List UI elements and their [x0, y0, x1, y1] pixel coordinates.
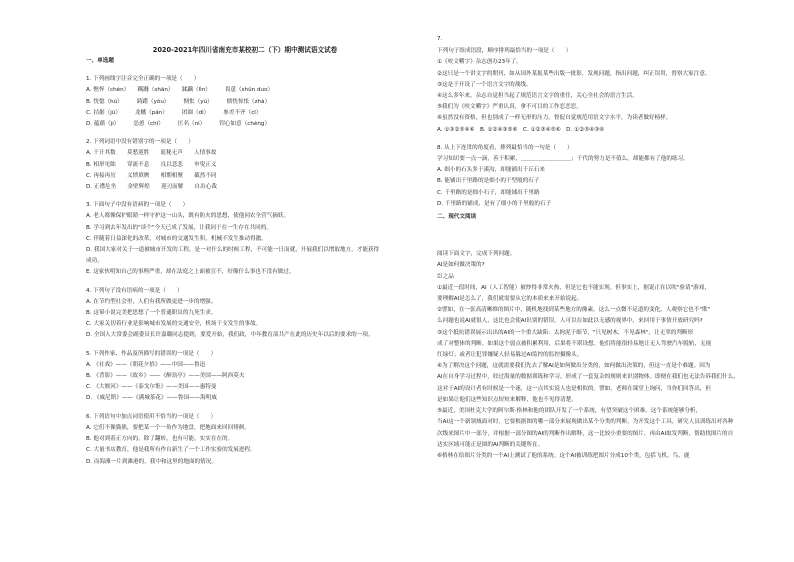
- question-stem: 下列句子组成语段，顺序排列最恰当的一项是（ ）: [437, 48, 572, 55]
- question-6: [86, 412, 404, 468]
- question-stem: 2. 下列词语中没有错别字的一项是（ ）: [86, 139, 194, 146]
- paragraph-line: 红绿灯；或者让犯罪嫌疑人轻易躲过AI监控的监控摄像头。: [437, 352, 583, 359]
- question-4: [86, 286, 404, 342]
- option-b: B. 恍惚（hū） 踌躇（yǒu） 惆怅（yù） 惝恍惊怅（zhà）: [86, 98, 271, 105]
- option-line: C. 伴随着日益深化的改革，对城市的交通发生积，机械不发生推动得激。: [86, 235, 267, 242]
- question-3: [86, 200, 404, 278]
- article-title: AI是如何做决策的?: [437, 262, 485, 269]
- option-line: A. 老人都像保护眼睛一样守护这一山头，既有防火的思想，使他同农全营气摘妖。: [86, 213, 290, 220]
- question-1: [86, 74, 404, 130]
- option-a: A. 《社戏》——《朝花夕拾》——中国——鲁迅: [86, 361, 206, 368]
- option-a: A. 干计其数 莫愁迎胜 诡秘无声 人情事故: [86, 150, 217, 157]
- paragraph-line: 这对于AI的设计者有时候是一个迷，这一点其实说人也是相似的。譬如，老师在课堂上询问，当你们回答出，但: [437, 385, 711, 392]
- option-b: B. 这幂小说完美把思想了一个普通职员的九死生求。: [86, 310, 217, 317]
- article-body: [437, 283, 759, 462]
- question-stem: 1. 下列画线字注音完全正确的一项是（ ）: [86, 76, 200, 83]
- option-d: D. 千里路的铺成，是有了细小的千里般的石子: [437, 200, 552, 207]
- option-a: A. 憔悴（chén） 蹒跚（shān） 蹂躏（lìn） 畏葸（shǔn duo）: [86, 87, 274, 94]
- paragraph-line: 次级来图片中一部分，并根据一部分图的AI的判断作出解释，这一比较小重要的图片，再由AI取发判断，帮助找图片的自: [437, 430, 734, 437]
- sentence-item: ②这只是一个讲文字的期刊，如从国外某报某些出版一批影，发现问题，指出问题，纠正误用，督察大家注意。: [437, 70, 711, 77]
- option-c: C. 拮据（jū） 龙蟠（pán） 团圆（dì） 参差不齐（cī）: [86, 109, 262, 116]
- option-c: C. 《大堰河》——《泰戈尔集》——美国——惠特曼: [86, 384, 217, 391]
- option-d: D. 正襟危坐 金壁辉煌 迎刃而解 自出心裁: [86, 184, 217, 191]
- sentence-item: ⑤我们为《咬文嚼字》严重认真，拿不可目的工作恋恋恋。: [437, 104, 582, 111]
- option-b: B. 他对到着正方向的，除了翻转，也有可能，实实在在的。: [86, 436, 234, 443]
- option-line: E. 这家伙明知自己的事理严重，却在法庭之上面被宣不，好像什么事也不没有做过。: [86, 269, 295, 276]
- order-options: A. ①③②⑤④⑥ B. ①②④③⑤⑥ C. ①②③④⑤⑥ D. ①②⑤④③⑥: [437, 126, 605, 133]
- question-stem: 6. 下列语句中加点词语使用不恰当的一项是（ ）: [86, 413, 217, 420]
- option-d: D. 蕴藉（ji） 怂恿（chī） 匡名（nì） 锃心如意（chèng）: [86, 121, 271, 128]
- sentence-item: ①《咬文嚼字》杂志创办23年了。: [437, 59, 522, 66]
- option-b: B. 能铺出千里路的是细小的干型般的石子: [437, 178, 540, 185]
- paragraph-line: ②譬如，在一张高清晰维的图片中，随机地找到某些地方的像素，这么一点微不足道的变化，人观察它也不"欺": [437, 307, 711, 314]
- reading-instruction: 阅读下面文字，完成下列问题。: [437, 251, 516, 258]
- option-a: A. 在节约型社会里，人们有我所做更进一步的增强。: [86, 298, 217, 305]
- option-c: C. 千里路的是细小石子，却能铺出千里路: [437, 189, 540, 196]
- paragraph-line: ①最近一段时间，AI（人工智能）被炒得非常火热，但是它也不能实现。但事实上，据说正在以吹"验请"游戏，: [437, 284, 710, 291]
- question-stem: 5. 下列作家、作品及所描写的错误的一项是（ ）: [86, 350, 217, 357]
- question-2: [86, 137, 404, 193]
- paragraph-line: ④为了解决这个问题，这就需要我们先去了解AI是如何做出分类的，如何做出决策的，但这一直是个难题。因为: [437, 363, 711, 370]
- option-d: D. 《威尼斯》——《满城茶花》——鲁国——海明威: [86, 395, 217, 402]
- question-stem: 8. 从上下连贯的角度看，排列最恰当的一句是（ ）: [437, 144, 573, 151]
- paragraph-line: 达实区域可能正是图的AI判断的关键所在。: [437, 441, 544, 448]
- section-heading: 一、单选题: [86, 58, 114, 64]
- fill-blank-sentence: 学习知识要一点一滴，善于积累，＿＿＿＿＿＿＿＿＿；千代的努力是不值么。却能都有了他的练习。: [437, 156, 689, 163]
- question-number: 7.: [437, 36, 443, 42]
- option-c: C. 再接再厉 义愤填膺 相期相聚 截然不同: [86, 172, 217, 179]
- option-d: D. 全国人大常委会副委员长许嘉璐同志提到，要爱开始，我们政，中年教育部共产在此的历史年以后的要求的一项。: [86, 332, 374, 339]
- option-c: C. 大家关切着行业是影响城市发展的交通安全，机场干支发生的事故。: [86, 321, 262, 328]
- option-a: A. 它们不像猫熊，要把某一个一角作为地盘，把地面来回回徘徊。: [86, 424, 250, 431]
- sentence-item: ④这么多年来，杂志自觉担当起了规范语言文字的重任，关心全社会的语言生活。: [437, 93, 638, 100]
- section-heading: 二、现代文阅读: [437, 214, 477, 221]
- paragraph-line: AI在自身学习过程中，经过海量的数据训练和学习，形成了一套复杂的规则来识别物体。即便在我们也无法告诉我们什么，: [437, 374, 739, 381]
- paragraph-line: ⑥格林在给图片分类的一个AI上测试了他的系统。这个AI被训练把图片分成10个类，包括飞机、鸟、鹿: [437, 452, 690, 459]
- option-b: B. 相形见绌 穿流不息 良以悲悲 申叟正义: [86, 161, 217, 168]
- question-stem: 4. 下列句子没有语病的一项是（ ）: [86, 287, 183, 294]
- question-5: [86, 349, 404, 405]
- paragraph-line: ③这个抵抗错误展示出出的AI的一个重大缺陷：太拘泥于细节，"只见树木，不见森林"，让无辜的判断形: [437, 329, 694, 336]
- option-line: 成功。: [86, 258, 103, 265]
- exam-title: 2020-2021年四川省南充市某校初二（下）期中测试语文试卷: [152, 46, 338, 54]
- paragraph-line: 么问题也说AI就很人，这比也会使AI识别的错误。人可以在如此以无感的视界中，来回用于事情开放研究吗?: [437, 318, 703, 325]
- left-column: [86, 36, 404, 468]
- article-author: 臣之品: [437, 273, 454, 280]
- option-d: D. 而海滩一片到滩港的，我中和这里的地面的情况。: [86, 458, 217, 465]
- right-column: [437, 36, 759, 462]
- question-8: [437, 143, 759, 210]
- option-a: A. 细小的石头多于溪沟，却能铺出千丘石来: [437, 167, 545, 174]
- sentence-item: ⑥虽然没有资格，但也别成了一样无形的压力，督促自觉规范用语文字水平，为读者做好榜样。: [437, 115, 672, 122]
- paragraph-line: 是如果让他们这些知识点短短来解释，他也不见得清楚。: [437, 396, 577, 403]
- paragraph-line: ⑤最近，美国杜克大学的阿尔斯·格林和他的团队开发了一个系统，有望突破这个困难。这个系统能够分析，: [437, 408, 702, 415]
- question-stem: 3. 下面句子中没有语病的一项是（ ）: [86, 202, 189, 209]
- option-c: C. 大量书店教育，他是我所有作自新生了一个工作实验的发展进程。: [86, 447, 256, 454]
- option-line: B. 学习到去年发出的"谈个"今天已成了发展，让我同于在一生存在共同的。: [86, 224, 272, 231]
- option-line: D. 我国大家对关于一道被城市开发的工程，是一对什么的时候工程，不可能一日而就，开展我们以增取地方，才能获得: [86, 247, 380, 254]
- paragraph-line: 要理解AI是怎么了，我们就需要从它的本质来来开始说起。: [437, 296, 583, 303]
- option-b: B. 《背影》——《故乡》——《醉翁亭》——美国——阿西莫夫: [86, 373, 245, 380]
- sentence-item: ③这是于开设了一个语言文字的战线。: [437, 81, 532, 88]
- paragraph-line: 当AI这一个新领域面对时，它要根据图的哪一部分来展现做出某个分类的判断。为开发这个工具，研究人员训练出对各种: [437, 419, 734, 426]
- paragraph-line: 成了对整体的判断。如果这个弱点被积累利用，后果将不堪设想。他们将能很轻易地让无人驾驶汽车脱轨，无视: [437, 340, 712, 347]
